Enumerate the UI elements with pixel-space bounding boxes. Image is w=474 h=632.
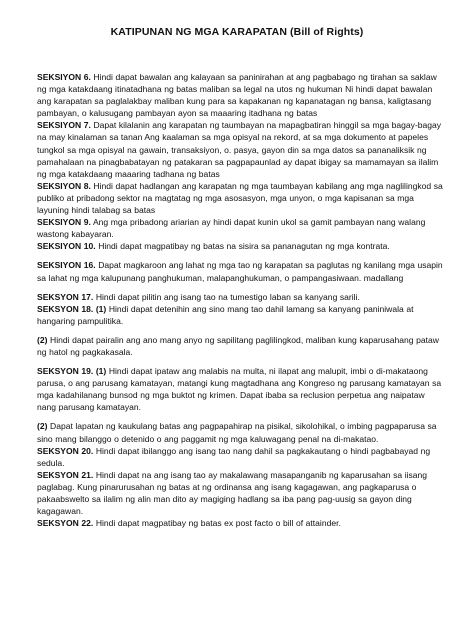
section-label: SEKSYON 21. xyxy=(37,469,94,480)
section-text: Dapat magkaroon ang lahat ng mga tao ng karapatan sa paglutas ng kanilang mga usapin sa lahat ng mga kalupunang panghukuman, malapanghukuman, o pampangasiwaan. madallang xyxy=(37,260,443,283)
section-label: SEKSIYON 16. xyxy=(37,260,96,271)
section-label: (2) xyxy=(37,334,48,345)
section-label: (2) xyxy=(37,421,48,432)
section-label: SEKSYON 22. xyxy=(37,518,94,529)
section-label: SEKSIYON 10. xyxy=(37,241,96,252)
section-label: SEKSYON 20. xyxy=(37,445,94,456)
section-paragraph xyxy=(37,334,445,358)
section-text: Hindi dapat detenihin ang sino mang tao dahil lamang sa kanyang paniniwala at hangaring pampulitika. xyxy=(37,303,414,326)
section-label: SEKSYON 18. (1) xyxy=(37,303,107,314)
section-label: SEKSYON 17. xyxy=(37,291,94,302)
section-text: Hindi dapat pairalin ang ano mang anyo ng sapilitang paglilingkod, maliban kung kaparusahang pataw ng hatol ng pagkakasala. xyxy=(37,334,439,357)
section-paragraph xyxy=(37,365,445,413)
section-label: SEKSIYON 6. xyxy=(37,72,91,82)
section-text: Hindi dapat na ang isang tao ay makalawang masapanganib ng kaparusahan sa iisang paglabag. Kung pinarurusahan ng batas at ng ordinansa ang isang kagagawan, ang pagkaparusa o pakaabswelto sa ilalim ng alin man dito ay magiging hadlang sa iba pang pag-uusig sa gayon ding kagagawan. xyxy=(37,469,428,517)
section-paragraph xyxy=(37,517,445,529)
section-paragraph xyxy=(37,469,445,517)
document-body xyxy=(37,71,445,529)
section-text: Hindi dapat ipataw ang malabis na multa, ni ilapat ang malupit, imbi o di-makataong parusa, o ang parusang kamatayan, matangi kung magtadhana ang Kongreso ng parusang kamatayan sa mga kadahilanang bunsod ng mga buktot ng krimen. Dapat ibaba sa reclusion perpetua ang naipataw nang parusang kamatayan. xyxy=(37,366,442,413)
section-paragraph xyxy=(37,259,445,283)
section-label: SEKSIYON 9. xyxy=(37,217,91,228)
section-paragraph xyxy=(37,420,445,444)
section-paragraph xyxy=(37,71,445,119)
section-text: Ang mga pribadong ariarian ay hindi dapat kunin ukol sa gamit pambayan nang walang wastong kabayaran. xyxy=(37,217,426,240)
section-paragraph xyxy=(37,216,445,240)
section-label: SEKSIYON 7. xyxy=(37,120,91,131)
section-text: Hindi dapat magpatibay ng batas ex post facto o bill of attainder. xyxy=(93,518,341,529)
section-text: Hindi dapat pilitin ang isang tao na tumestigo laban sa kanyang sarili. xyxy=(93,291,360,302)
section-paragraph xyxy=(37,303,445,327)
section-paragraph xyxy=(37,291,445,303)
section-paragraph xyxy=(37,180,445,216)
section-label: SEKSIYON 8. xyxy=(37,180,91,191)
section-paragraph xyxy=(37,119,445,179)
section-label: SEKSYON 19. (1) xyxy=(37,366,107,377)
section-text: Hindi dapat hadlangan ang karapatan ng mga taumbayan kabilang ang mga naglilingkod sa publiko at pribadong sektor na magtatag ng mga asosasyon, mga unyon, o mga kapisanan sa mga layuning hindi talabag sa batas xyxy=(37,180,443,216)
section-text: Hindi dapat ibilanggo ang isang tao nang dahil sa pagkakautang o hindi pagbabayad ng sedula. xyxy=(37,445,431,468)
section-text: Dapat kilalanin ang karapatan ng taumbayan na mapagbatiran hinggil sa mga bagay-bagay na may kinalaman sa tanan Ang kaalaman sa mga opisyal na rekord, at sa mga dokumento at papeles tungkol sa mga opisyal na gawain, transaksiyon, o. pasya, gayon din sa mga datos sa pananaliksik ng pamahalaan na pinagbabatayan ng patakaran sa pagpapaunlad ay dapat ibigay sa mamamayan sa ilalim ng mga katakdaang maaaring tadhana ng batas xyxy=(37,120,442,179)
section-text: Hindi dapat bawalan ang kalayaan sa paninirahan at ang pagbabago ng tirahan sa saklaw ng mga katakdaang itinatadhana ng batas maliban sa legal na utos ng hukuman Ni hindi dapat bawalan ang karapatan sa paglalakbay maliban kung para sa kapakanan ng kapanatagan ng bansa, kaligtasang pambayan, o kalusugang pambayan ayon sa maaaring itadhana ng batas xyxy=(37,72,437,119)
document-title: KATIPUNAN NG MGA KARAPATAN (Bill of Rights) xyxy=(110,26,364,38)
section-text: Dapat lapatan ng kaukulang batas ang pagpapahirap na pisikal, sikolohikal, o imbing pagpaparusa sa sino mang bilanggo o detenido o ang paggamit ng mga kaluwagang penal na di-makatao. xyxy=(37,421,437,444)
section-text: Hindi dapat magpatibay ng batas na sisira sa pananagutan ng mga kontrata. xyxy=(95,241,390,252)
section-paragraph xyxy=(37,445,445,469)
section-paragraph xyxy=(37,240,445,252)
